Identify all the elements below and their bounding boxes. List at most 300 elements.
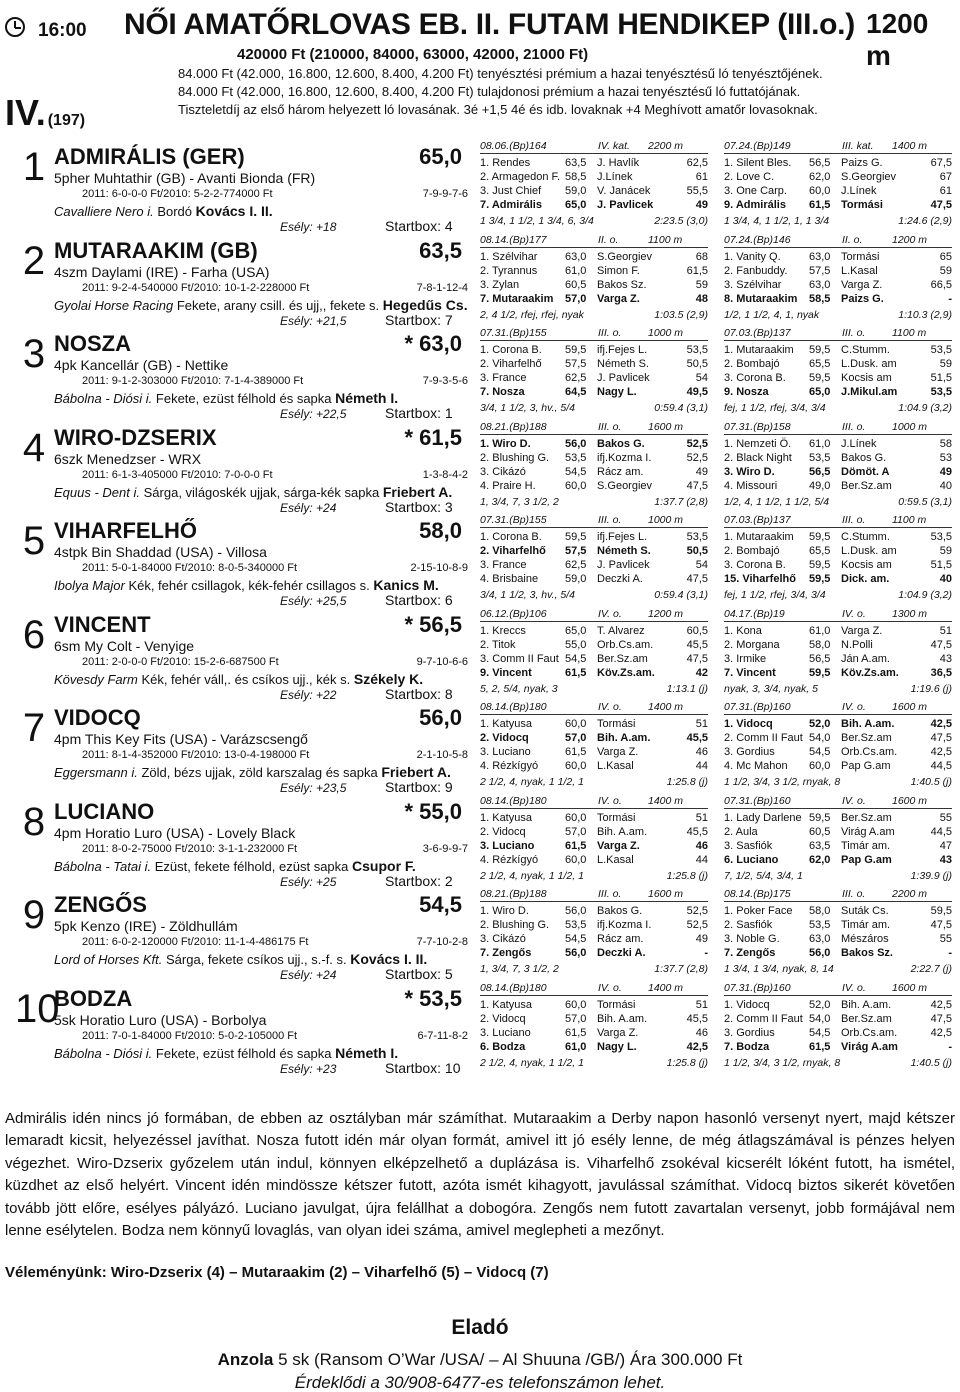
finisher: 2. Vidocq xyxy=(480,825,526,838)
carried-weight: 65,0 xyxy=(565,199,587,211)
rider-name: Csupor F. xyxy=(352,857,416,874)
finisher: 3. France xyxy=(480,559,527,571)
jockey: Simon F. xyxy=(597,264,640,277)
result-row xyxy=(724,171,952,185)
jockey: L.Dusk. am xyxy=(841,358,897,370)
winning-time: 1:40.5 (j) xyxy=(910,776,952,788)
recent-placings: 2-1-10-5-8 xyxy=(416,749,468,761)
carried-weight: 59,5 xyxy=(809,344,831,356)
result-row xyxy=(480,438,708,452)
owner-name: Cavalliere Nero i. xyxy=(54,204,154,219)
horse-stats xyxy=(82,749,468,761)
sale-title: Eladó xyxy=(451,1316,509,1339)
horse-stats xyxy=(82,282,468,294)
result-row xyxy=(480,171,708,185)
carried-weight: 56,0 xyxy=(809,947,831,959)
horse-weight: * 63,0 xyxy=(404,331,462,356)
horse-number: 7 xyxy=(22,706,46,750)
carried-weight: 54,0 xyxy=(809,732,831,744)
result-row xyxy=(480,1013,708,1027)
race-distance: 1600 m xyxy=(648,420,684,433)
finisher: 1. Vanity Q. xyxy=(724,250,781,263)
horse-pedigree: 5pk Kenzo (IRE) - Zöldhullám xyxy=(54,918,238,934)
rating: 44 xyxy=(695,853,708,866)
horse-chance: Esély: +23,5 xyxy=(280,781,347,795)
margins: 7, 1/2, 5/4, 3/4, 1 xyxy=(724,869,803,882)
margins: fej, 1 1/2, rfej, 3/4, 3/4 xyxy=(724,589,826,601)
jockey: Bih. A.am. xyxy=(597,1012,648,1025)
finisher: 7. Bodza xyxy=(724,1040,770,1053)
horse-startbox: Startbox: 4 xyxy=(385,218,453,234)
jockey: J.Línek xyxy=(841,185,877,197)
finisher: 1. Szélvihar xyxy=(480,250,538,263)
finisher: 2. Viharfelhő xyxy=(480,545,546,557)
result-row xyxy=(724,545,952,559)
rating: 67 xyxy=(939,171,952,183)
past-race-header xyxy=(480,140,708,154)
result-row xyxy=(480,1041,708,1055)
finisher: 2. Blushing G. xyxy=(480,451,550,464)
jockey: Varga Z. xyxy=(597,1026,639,1039)
finisher: 7. Zengős xyxy=(724,947,776,959)
rating: 46 xyxy=(695,746,708,758)
race-date: 07.31.(Bp)160 xyxy=(724,981,791,994)
breeder-premium-line: 84.000 Ft (42.000, 16.800, 12.600, 8.400, 4.200 Ft) tenyésztési prémium a hazai tenyésztésű ló tenyésztőjének. xyxy=(178,66,823,81)
result-row xyxy=(724,265,952,279)
form-row xyxy=(478,701,956,793)
carried-weight: 56,5 xyxy=(809,157,831,169)
rating: 49 xyxy=(939,465,952,478)
jockey: Pap G.am xyxy=(841,760,891,772)
margins: 2 1/2, 4, nyak, 1 1/2, 1 xyxy=(480,776,584,788)
finisher: 2. Viharfelhő xyxy=(480,358,542,370)
race-date: 08.14.(Bp)177 xyxy=(480,233,547,246)
rating: 48 xyxy=(695,292,708,305)
carried-weight: 65,5 xyxy=(809,545,831,557)
finisher: 1. Lady Darlene xyxy=(724,811,802,824)
horse-entry xyxy=(0,795,478,887)
finisher: 4. Missouri xyxy=(724,479,778,492)
finisher: 3. Gordius xyxy=(724,746,775,758)
rating: 42 xyxy=(695,666,708,679)
rating: 47,5 xyxy=(686,652,708,665)
winning-time: 1:04.9 (3,2) xyxy=(898,589,952,601)
carried-weight: 60,0 xyxy=(809,760,831,772)
race-date: 07.24.(Bp)146 xyxy=(724,233,791,246)
jockey: Ber.Sz.am xyxy=(841,479,892,492)
rating: 55,5 xyxy=(686,185,708,197)
horse-owner-line xyxy=(54,390,398,406)
horse-chance: Esély: +24 xyxy=(280,968,337,982)
carried-weight: 59,5 xyxy=(809,531,831,543)
rating: 59 xyxy=(695,278,708,291)
rating: 43 xyxy=(939,652,952,665)
past-race-header xyxy=(480,234,708,248)
carried-weight: 54,0 xyxy=(809,1012,831,1025)
carried-weight: 60,0 xyxy=(565,998,587,1011)
finisher: 8. Mutaraakim xyxy=(724,292,798,305)
result-row xyxy=(480,840,708,854)
recent-placings: 6-7-11-8-2 xyxy=(417,1029,468,1042)
finisher: 3. France xyxy=(480,372,527,384)
owner-name: Bábolna - Diósi i. xyxy=(54,391,153,406)
rating: 47,5 xyxy=(930,199,952,211)
category-label: IV. xyxy=(5,92,46,133)
rating: 47 xyxy=(939,839,952,852)
recent-placings: 7-7-10-2-8 xyxy=(416,936,468,948)
rider-name: Kanics M. xyxy=(373,577,439,593)
rating: 44 xyxy=(695,760,708,772)
carried-weight: 65,0 xyxy=(565,624,587,637)
carried-weight: 58,5 xyxy=(809,292,831,305)
race-class: III. o. xyxy=(842,327,866,339)
rating: 45,5 xyxy=(686,1012,708,1025)
finisher: 3. Irmike xyxy=(724,652,767,665)
result-row xyxy=(724,840,952,854)
result-row xyxy=(480,452,708,466)
race-class: IV. o. xyxy=(842,607,866,620)
carried-weight: 49,0 xyxy=(809,479,831,492)
rating: 62,5 xyxy=(686,157,708,169)
finisher: 1. Wiro D. xyxy=(480,437,531,450)
result-row xyxy=(724,653,952,667)
carried-weight: 58,0 xyxy=(809,905,831,917)
jockey: Varga Z. xyxy=(597,746,639,758)
race-date: 07.03.(Bp)137 xyxy=(724,327,791,339)
finisher: 1. Corona B. xyxy=(480,344,542,356)
horse-stats xyxy=(82,562,468,574)
rating: 47,5 xyxy=(686,573,708,585)
rating: 42,5 xyxy=(930,718,952,730)
horse-entry xyxy=(0,608,478,700)
horse-pedigree: 6sm My Colt - Venyige xyxy=(54,637,195,654)
horse-number: 1 xyxy=(22,145,46,189)
rating: 55 xyxy=(939,933,952,945)
margins: 1/2, 4, 1 1/2, 1 1/2, 5/4 xyxy=(724,495,830,508)
horse-owner-line xyxy=(54,484,452,500)
finisher: 3. Gordius xyxy=(724,1026,775,1039)
result-row xyxy=(724,251,952,265)
winning-time: 1:25.8 (j) xyxy=(666,869,708,882)
rating: 51,5 xyxy=(930,559,952,571)
horse-entry xyxy=(0,140,478,232)
carried-weight: 60,0 xyxy=(809,185,831,197)
horse-weight: * 55,0 xyxy=(404,798,462,824)
sale-text xyxy=(0,1350,960,1370)
carried-weight: 54,5 xyxy=(565,652,587,665)
horse-owner-line xyxy=(54,203,273,219)
carried-weight: 60,5 xyxy=(809,825,831,838)
horse-entry xyxy=(0,514,478,606)
result-row xyxy=(480,386,708,400)
jockey: Nagy L. xyxy=(597,1040,637,1053)
finisher: 1. Wiro D. xyxy=(480,905,529,917)
owner-name: Equus - Dent i. xyxy=(54,484,140,500)
jockey: Tormási xyxy=(841,199,883,211)
finisher: 2. Armagedon F. xyxy=(480,171,561,183)
jockey: Timár am. xyxy=(841,919,891,931)
career-stats: 2011: 9-2-4-540000 Ft/2010: 10-1-2-228000 Ft xyxy=(82,281,310,294)
horse-owner-line xyxy=(54,764,451,780)
horse-pedigree: 4szm Daylami (IRE) - Farha (USA) xyxy=(54,263,270,280)
jockey: Bakos Sz. xyxy=(841,947,893,959)
finisher: 6. Bodza xyxy=(480,1040,526,1053)
rating: 40 xyxy=(939,479,952,492)
carried-weight: 56,5 xyxy=(809,465,831,478)
horse-stats xyxy=(82,188,468,200)
jockey: L.Kasal xyxy=(841,264,878,277)
rating: 42,5 xyxy=(686,1040,708,1053)
jockey: J.Mikul.am xyxy=(841,386,898,398)
carried-weight: 62,0 xyxy=(809,171,831,183)
rating: 53,5 xyxy=(686,344,708,356)
rating: 59 xyxy=(939,545,952,557)
race-date: 07.31.(Bp)160 xyxy=(724,701,791,713)
margins: 3/4, 1 1/2, 3, hv., 5/4 xyxy=(480,402,575,414)
rating: 45,5 xyxy=(686,825,708,838)
horse-pedigree: 6szk Menedzser - WRX xyxy=(54,450,202,467)
rating: 45,5 xyxy=(686,732,708,744)
horse-chance: Esély: +23 xyxy=(280,1061,337,1076)
horse-stats xyxy=(82,656,468,668)
result-row xyxy=(724,573,952,587)
finisher: 2. Tyrannus xyxy=(480,264,538,277)
recent-placings: 1-3-8-4-2 xyxy=(422,468,468,481)
jockey: Paizs G. xyxy=(841,157,883,169)
horse-number: 9 xyxy=(22,893,46,937)
carried-weight: 61,5 xyxy=(565,666,587,679)
race-distance: 1300 m xyxy=(892,607,928,620)
rating: 59 xyxy=(939,264,952,277)
jockey: L.Kasal xyxy=(597,760,634,772)
horse-chance: Esély: +22,5 xyxy=(280,407,347,421)
finisher: 1. Mutaraakim xyxy=(724,531,794,543)
jockey: N.Polli xyxy=(841,638,873,651)
jockey: Köv.Zs.am. xyxy=(597,666,655,679)
carried-weight: 63,0 xyxy=(809,278,831,291)
horse-startbox: Startbox: 6 xyxy=(385,592,453,608)
horse-name: BODZA xyxy=(54,985,133,1011)
jockey: Suták Cs. xyxy=(841,905,889,917)
result-row xyxy=(724,386,952,400)
past-race-header xyxy=(480,327,708,341)
margins: 1 3/4, 1 1/2, 1 3/4, 6, 3/4 xyxy=(480,215,594,227)
form-row xyxy=(478,234,956,326)
horse-pedigree: 4stpk Bin Shaddad (USA) - Villosa xyxy=(54,544,267,560)
finisher: 3. Just Chief xyxy=(480,185,542,197)
conditions-line: Tiszteletdíj az első három helyezett ló lovasának. 3é +1,5 4é és idb. lovaknak +4 Meghívott amatőr lovasoknak. xyxy=(178,102,818,117)
horse-owner-line xyxy=(54,858,416,874)
horse-stats xyxy=(82,936,468,948)
finisher: 1. Katyusa xyxy=(480,811,532,824)
carried-weight: 59,5 xyxy=(809,372,831,384)
finisher: 2. Love C. xyxy=(724,171,775,183)
past-race xyxy=(722,327,954,419)
jockey: J.Línek xyxy=(841,437,877,450)
race-distance: 1400 m xyxy=(648,701,684,713)
horse-weight: * 56,5 xyxy=(404,611,462,637)
finisher: 4. Brisbaine xyxy=(480,573,539,585)
carried-weight: 59,0 xyxy=(565,185,587,197)
rating: 47,5 xyxy=(930,638,952,651)
winning-time: 1:25.8 (j) xyxy=(666,776,708,788)
result-row xyxy=(480,653,708,667)
race-distance: 1200 m xyxy=(892,233,928,246)
race-class: IV. o. xyxy=(842,794,866,807)
horse-weight: * 61,5 xyxy=(404,424,462,450)
result-row xyxy=(480,760,708,774)
finisher: 3. Corona B. xyxy=(724,372,786,384)
jockey: Bakos G. xyxy=(841,451,887,464)
finisher: 3. Luciano xyxy=(480,839,535,852)
past-race xyxy=(722,140,954,232)
carried-weight: 61,5 xyxy=(809,1040,831,1053)
horse-startbox: Startbox: 1 xyxy=(385,405,453,421)
carried-weight: 57,0 xyxy=(565,825,587,838)
finisher: 3. Zylan xyxy=(480,278,520,291)
finisher: 1. Nemzeti Ö. xyxy=(724,437,792,450)
carried-weight: 54,5 xyxy=(809,1026,831,1039)
race-date: 08.21.(Bp)188 xyxy=(480,420,547,433)
horse-owner-line xyxy=(54,1045,398,1061)
finisher: 1. Mutaraakim xyxy=(724,344,794,356)
race-distance: 1600 m xyxy=(892,981,928,994)
owner-name: Eggersmann i. xyxy=(54,765,138,780)
horse-name: MUTARAAKIM (GB) xyxy=(54,237,258,263)
past-race xyxy=(478,234,710,326)
result-row xyxy=(480,293,708,307)
jockey: Pap G.am xyxy=(841,853,892,866)
horse-entry xyxy=(0,982,478,1074)
race-class: IV. o. xyxy=(598,794,622,807)
carried-weight: 52,0 xyxy=(809,998,831,1011)
rating: 53,5 xyxy=(686,531,708,543)
rating: - xyxy=(704,947,708,959)
horse-stats xyxy=(82,1030,468,1042)
past-race xyxy=(478,421,710,513)
result-row xyxy=(480,919,708,933)
horse-weight: 54,5 xyxy=(419,892,462,917)
carried-weight: 60,0 xyxy=(565,760,587,772)
owner-name: Gyolai Horse Racing xyxy=(54,297,174,313)
jockey: Tormási xyxy=(597,811,636,824)
result-row xyxy=(724,466,952,480)
career-stats: 2011: 7-0-1-84000 Ft/2010: 5-0-2-105000 Ft xyxy=(82,1029,298,1042)
race-distance: 1400 m xyxy=(648,794,684,807)
past-race xyxy=(722,421,954,513)
finisher: 3. Cikázó xyxy=(480,933,526,945)
past-race-header xyxy=(480,888,708,902)
jockey: Köv.Zs.am. xyxy=(841,666,899,679)
finisher: 1. Silent Bles. xyxy=(724,157,792,169)
rating: 68 xyxy=(695,250,708,263)
horse-pedigree: 5sk Horatio Luro (USA) - Borbolya xyxy=(54,1011,267,1028)
recent-placings: 7-9-9-7-6 xyxy=(422,188,468,200)
horse-startbox: Startbox: 9 xyxy=(385,779,453,795)
margins: 5, 2, 5/4, nyak, 3 xyxy=(480,682,558,695)
race-class: IV. kat. xyxy=(598,140,630,152)
rating: 61 xyxy=(939,185,952,197)
sale-description: 5 sk (Ransom O’War /USA/ – Al Shuuna /GB/) Ára 300.000 Ft xyxy=(278,1350,743,1369)
silks-colors: Ezüst, fekete félhold, ezüst sapka xyxy=(154,858,349,874)
horse-name: ADMIRÁLIS (GER) xyxy=(54,144,245,169)
margins: 1, 3/4, 7, 3 1/2, 2 xyxy=(480,963,559,975)
recent-placings: 2-15-10-8-9 xyxy=(410,562,468,574)
past-race-header xyxy=(724,234,952,248)
past-race-header xyxy=(724,982,952,996)
jockey: Rácz am. xyxy=(597,465,644,478)
horse-pedigree: 4pm Horatio Luro (USA) - Lovely Black xyxy=(54,824,296,841)
form-row xyxy=(478,982,956,1074)
horse-number: 2 xyxy=(22,238,46,283)
jockey: L.Kasal xyxy=(597,853,634,866)
silks-colors: Bordó xyxy=(157,204,193,219)
jockey: Ber.Sz.am xyxy=(841,1012,892,1025)
analysis-text: Admirális idén nincs jó formában, de ebben az osztályban már számíthat. Mutaraakim a Derby napon hasonló versenyt nyert, majd kétszer lemaradt kicsit, helyezéssel javíthat. Nosza futott idén már olyan formát, amivel itt jó esély lenne, de még átlagszámával is pénzes helyen végezhet. Wiro-Dzserix győzelem után indul, könnyen elképzelhető a duplázása is. Viharfelhő zsokéval kicserélt lóként futott, ha ismétel, küzdhet az első helyért. Vincent idén mindössze kétszer futott, azóta ismét kihagyott, javulással számíthat. Vidocq biztos sikerét követően tovább jött előre, esélyes pályázó. Luciano javulgat, újra felállhat a dobogóra. Zengős nem futott zavartalan versenyt, jobb formájával nem lenne esélytelen. Bodza nem könnyű lovaglás, van olyan idei száma, amivel meglepheti a mezőnyt. xyxy=(5,1110,955,1240)
horse-chance: Esély: +21,5 xyxy=(280,313,347,328)
rating: 61,5 xyxy=(686,264,708,277)
result-row xyxy=(724,746,952,760)
recent-placings: 7-9-3-5-6 xyxy=(422,375,468,387)
rating: 52,5 xyxy=(686,919,708,931)
form-row xyxy=(478,608,956,700)
finisher: 1. Corona B. xyxy=(480,531,542,543)
winning-time: 0:59.4 (3,1) xyxy=(654,402,708,414)
carried-weight: 57,0 xyxy=(565,1012,587,1025)
margins: 1, 3/4, 7, 3 1/2, 2 xyxy=(480,495,559,508)
carried-weight: 63,5 xyxy=(809,839,831,852)
margins: 1 1/2, 3/4, 3 1/2, rnyak, 8 xyxy=(724,776,841,788)
result-row xyxy=(480,199,708,213)
rating: 54 xyxy=(695,372,708,384)
race-distance: 1100 m xyxy=(648,233,683,246)
career-stats: 2011: 2-0-0-0 Ft/2010: 15-2-6-687500 Ft xyxy=(82,655,279,668)
silks-colors: Sárga, fekete csíkos ujj., s.-f. s. xyxy=(166,952,347,967)
jockey: Németh S. xyxy=(597,358,649,370)
result-row xyxy=(724,667,952,681)
rating: 53,5 xyxy=(930,531,952,543)
race-distance: 2200 m xyxy=(892,888,928,900)
past-race-header xyxy=(480,421,708,435)
rating: 47,5 xyxy=(930,1012,952,1025)
rating: 40 xyxy=(939,573,952,585)
result-row xyxy=(480,905,708,919)
sale-contact: Érdeklődi a 30/908-6477-es telefonszámon lehet. xyxy=(294,1373,666,1392)
horse-pedigree: 4pm This Key Fits (USA) - Varázscsengő xyxy=(54,731,308,747)
finisher: 7. Zengős xyxy=(480,947,532,959)
result-row xyxy=(480,358,708,372)
jockey: Deczki A. xyxy=(597,947,646,959)
result-row xyxy=(480,718,708,732)
horse-number: 4 xyxy=(22,425,46,470)
rider-name: Németh I. xyxy=(335,390,399,406)
past-race xyxy=(478,514,710,606)
horse-owner-line xyxy=(54,951,427,967)
jockey: Bakos G. xyxy=(597,437,645,450)
result-row xyxy=(724,812,952,826)
winning-time: 1:04.9 (3,2) xyxy=(898,402,952,414)
horse-chance: Esély: +25 xyxy=(280,874,337,889)
result-row xyxy=(480,372,708,386)
rating: - xyxy=(948,1040,952,1053)
past-race xyxy=(478,140,710,232)
rider-name: Székely K. xyxy=(353,670,424,687)
race-class: IV. o. xyxy=(598,701,622,713)
past-race xyxy=(478,608,710,700)
carried-weight: 53,5 xyxy=(809,451,831,464)
carried-weight: 59,5 xyxy=(565,344,587,356)
rating: 54 xyxy=(695,559,708,571)
